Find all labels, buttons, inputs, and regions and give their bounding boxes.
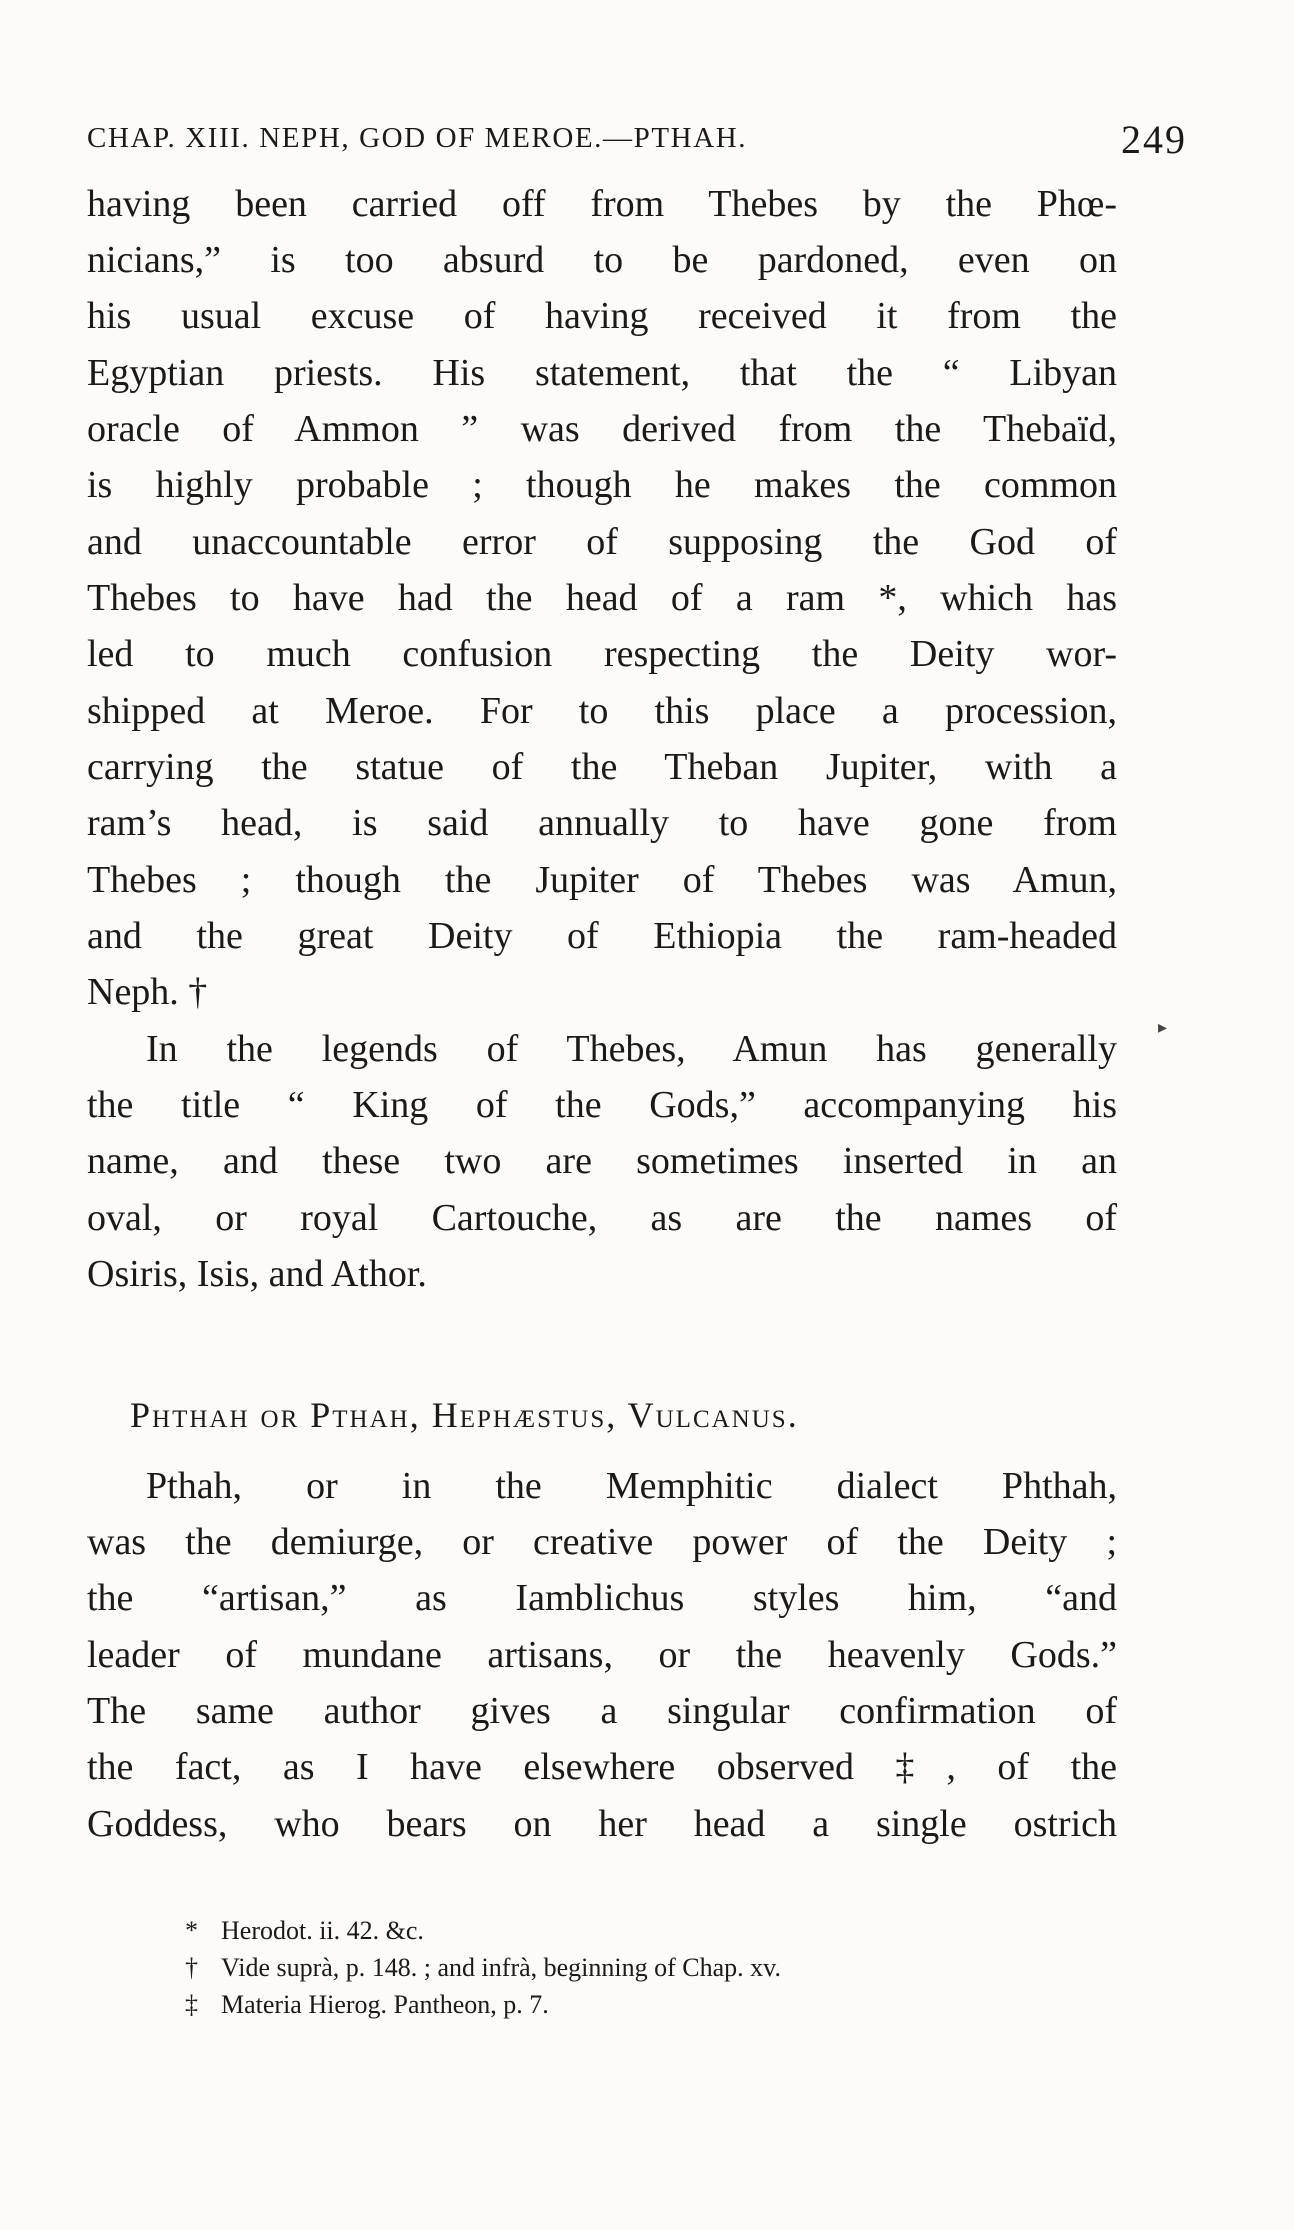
body-line: Neph. †	[87, 971, 208, 1013]
body-line: ram’s head, is said annually to have gone from	[87, 802, 1117, 844]
body-line: led to much confusion respecting the Deity wor-	[87, 633, 1117, 675]
footnote-mark: ‡	[185, 1990, 198, 2019]
body-line: oracle of Ammon ” was derived from the Thebaïd,	[87, 408, 1117, 450]
body-line: carrying the statue of the Theban Jupiter, with a	[87, 746, 1117, 788]
running-head	[87, 117, 1187, 172]
body-line: name, and these two are sometimes inserted in an	[87, 1140, 1117, 1182]
page-number: 249	[1121, 117, 1187, 162]
section-line: The same author gives a singular confirmation of	[87, 1690, 1117, 1732]
footnote-text: Vide suprà, p. 148. ; and infrà, beginning of Chap. xv.	[221, 1953, 781, 1982]
footnote-text: Materia Hierog. Pantheon, p. 7.	[221, 1990, 549, 2019]
body-line: oval, or royal Cartouche, as are the names of	[87, 1197, 1117, 1239]
section-line: was the demiurge, or creative power of the Deity ;	[87, 1521, 1117, 1563]
footnote-text: Herodot. ii. 42. &c.	[221, 1916, 424, 1945]
body-line: Egyptian priests. His statement, that the “ Libyan	[87, 352, 1117, 394]
footnote-mark: *	[185, 1916, 198, 1945]
footnote-mark: †	[185, 1953, 198, 1982]
body-line: Thebes ; though the Jupiter of Thebes was Amun,	[87, 859, 1117, 901]
footnote	[185, 1990, 549, 2020]
section-line: the “artisan,” as Iamblichus styles him, “and	[87, 1577, 1117, 1619]
body-line: and unaccountable error of supposing the God of	[87, 521, 1117, 563]
running-head-title: CHAP. XIII. NEPH, GOD OF MEROE.—PTHAH.	[87, 122, 748, 154]
body-line: the title “ King of the Gods,” accompanying his	[87, 1084, 1117, 1126]
body-line: having been carried off from Thebes by the Phœ-	[87, 183, 1117, 225]
section-heading: Phthah or Pthah, Hephæstus, Vulcanus.	[130, 1395, 799, 1435]
footnote	[185, 1916, 424, 1946]
stray-print-mark: ▸	[1158, 1017, 1168, 1037]
body-line: nicians,” is too absurd to be pardoned, even on	[87, 239, 1117, 281]
section-line: Goddess, who bears on her head a single ostrich	[87, 1803, 1117, 1845]
section-line: Pthah, or in the Memphitic dialect Phthah,	[146, 1465, 1117, 1507]
body-line: In the legends of Thebes, Amun has generally	[146, 1028, 1117, 1070]
footnote	[185, 1953, 781, 1983]
section-line: leader of mundane artisans, or the heavenly Gods.”	[87, 1634, 1117, 1676]
body-line: and the great Deity of Ethiopia the ram-headed	[87, 915, 1117, 957]
body-line: is highly probable ; though he makes the common	[87, 464, 1117, 506]
section-line: the fact, as I have elsewhere observed ‡, of the	[87, 1746, 1117, 1788]
body-line: shipped at Meroe. For to this place a procession,	[87, 690, 1117, 732]
body-line: Osiris, Isis, and Athor.	[87, 1253, 427, 1295]
body-line: Thebes to have had the head of a ram *, which has	[87, 577, 1117, 619]
body-line: his usual excuse of having received it from the	[87, 295, 1117, 337]
